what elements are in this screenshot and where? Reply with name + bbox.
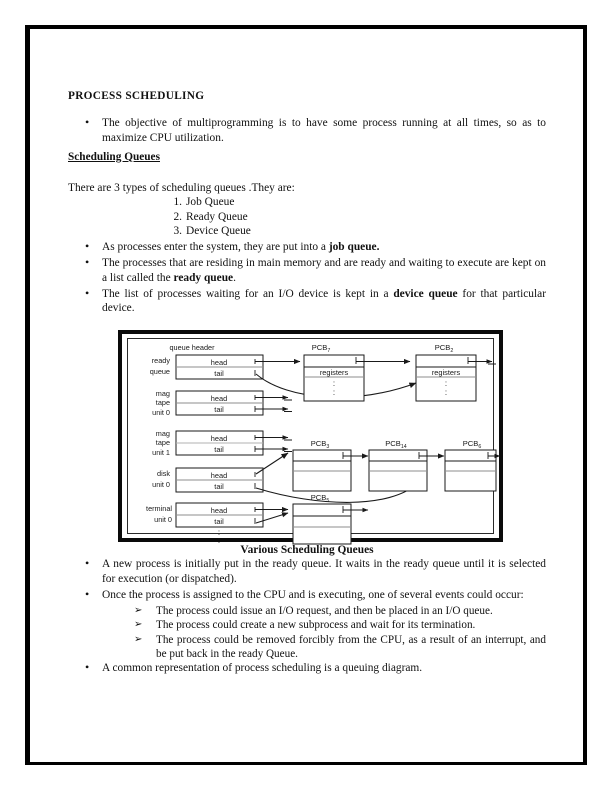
magtape1-head-cell: head xyxy=(210,434,228,444)
queue-label-ready-1: queue xyxy=(149,367,170,377)
bullet-text-bold: ready queue xyxy=(173,271,234,284)
bullet-text-post: . xyxy=(233,271,236,284)
list-item: • A common representation of process scheduling is a queuing diagram. xyxy=(68,661,546,676)
figure xyxy=(68,330,546,556)
section-heading-wrap xyxy=(68,147,546,165)
queue-types-list xyxy=(68,195,546,239)
terminal-queue-dots-2: : xyxy=(217,536,221,546)
bullet-text-bold: device queue xyxy=(393,287,458,300)
disk-head-cell: head xyxy=(210,471,228,481)
intro-line: There are 3 types of scheduling queues .They are: xyxy=(68,181,295,194)
queue-label-magtape0-2: unit 0 xyxy=(152,408,170,418)
queue-label-magtape1-1: tape xyxy=(155,438,170,448)
queue-header-label: queue header xyxy=(169,343,215,353)
pcb2-registers-cell: registers xyxy=(431,368,461,378)
list-item xyxy=(68,240,546,255)
pcb7-dots: : xyxy=(332,379,336,389)
scheduling-queues-diagram xyxy=(128,339,503,546)
ready-queue-head-cell: head xyxy=(210,358,228,368)
list-item: ➢ The process could create a new subprocess and wait for its termination. xyxy=(134,618,546,632)
figure-outer-frame xyxy=(118,330,503,546)
bullet-text-pre: As processes enter the system, they are put into a xyxy=(102,241,329,254)
pcb-label-5: $PCB_5$ xyxy=(310,493,330,505)
queue-label-disk-0: disk xyxy=(157,469,170,479)
bullet-text-bold: job queue. xyxy=(328,241,380,254)
list-item xyxy=(68,256,546,285)
queue-label-ready-0: ready xyxy=(151,356,170,366)
document-content xyxy=(68,90,546,678)
queue-label-magtape0-1: tape xyxy=(155,398,170,408)
magtape1-tail-cell: tail xyxy=(214,445,224,455)
pcb-label-2: $PCB_2$ xyxy=(434,343,454,355)
disk-tail-cell: tail xyxy=(214,482,224,492)
terminal-head-cell: head xyxy=(210,506,228,516)
bullet-text-post: for that particular device. xyxy=(102,287,547,315)
magtape0-head-cell: head xyxy=(210,394,228,404)
pcb-label-7: $PCB_7$ xyxy=(311,343,331,355)
page-title: PROCESS SCHEDULING xyxy=(68,90,205,102)
terminal-queue-dots: : xyxy=(217,528,221,538)
post-figure-bullet-list xyxy=(68,557,546,602)
figure-inner-panel xyxy=(127,338,494,546)
ready-queue-tail-cell: tail xyxy=(214,369,224,379)
queue-label-disk-1: unit 0 xyxy=(152,480,170,490)
list-item: Device Queue xyxy=(186,225,251,238)
final-bullet-list xyxy=(68,661,546,676)
queue-label-magtape0-0: mag xyxy=(155,389,170,399)
section-heading: Scheduling Queues xyxy=(68,150,160,163)
intro-bullet-list xyxy=(68,116,546,145)
pcb2-dots-2: : xyxy=(444,388,448,398)
queue-label-terminal-1: unit 0 xyxy=(154,515,172,525)
list-item: • Once the process is assigned to the CPU and is executing, one of several events could occur: xyxy=(68,588,546,603)
pcb-label-14: $PCB_{14}$ xyxy=(385,439,407,451)
pcb7-registers-cell: registers xyxy=(319,368,349,378)
queue-label-magtape1-0: mag xyxy=(155,429,170,439)
queue-label-magtape1-2: unit 1 xyxy=(152,448,170,458)
bullet-text-pre: The list of processes waiting for an I/O device is kept in a xyxy=(102,287,394,300)
magtape0-tail-cell: tail xyxy=(214,405,224,415)
list-item: Ready Queue xyxy=(186,210,248,223)
list-item xyxy=(68,287,546,316)
list-item: • The objective of multiprogramming is to have some process running at all times, so as to maximize CPU utilization. xyxy=(68,116,546,145)
list-item: ➢ The process could issue an I/O request, and then be placed in an I/O queue. xyxy=(134,604,546,618)
pcb7-dots-2: : xyxy=(332,388,336,398)
list-item: ➢ The process could be removed forcibly from the CPU, as a result of an interrupt, and be put back in the ready Queue. xyxy=(134,633,546,662)
queue-label-terminal-0: terminal xyxy=(146,504,172,514)
list-item: Job Queue xyxy=(186,196,235,209)
pcb-label-6: $PCB_6$ xyxy=(462,439,482,451)
pcb2-dots: : xyxy=(444,379,448,389)
bullet-text-pre: The processes that are residing in main memory and are ready and waiting to execute are kept on a list called the xyxy=(102,257,546,284)
event-arrow-list xyxy=(68,604,546,662)
definition-bullet-list xyxy=(68,240,546,316)
figure-caption: Various Scheduling Queues xyxy=(240,544,374,557)
pcb-label-3: $PCB_3$ xyxy=(310,439,330,451)
list-item: • A new process is initially put in the ready queue. It waits in the ready queue until it is selected for execution (or dispatched). xyxy=(68,557,546,586)
terminal-tail-cell: tail xyxy=(214,517,224,527)
